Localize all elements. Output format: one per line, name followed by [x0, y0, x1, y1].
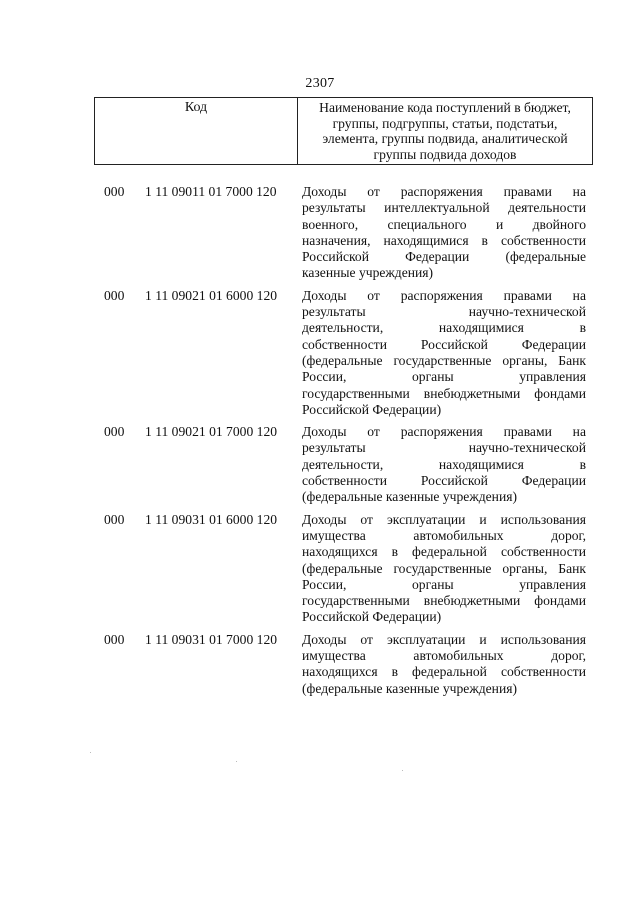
description-line: (федеральные казенные учреждения): [302, 489, 517, 505]
table-row: [0, 632, 640, 697]
header-name-line: элемента, группы подвида, аналитической: [322, 131, 568, 147]
description-line: Российской Федерации): [302, 401, 442, 417]
scan-speck: [402, 770, 403, 771]
description-line: Доходы от распоряжения правами на: [302, 287, 586, 303]
description-line: имущества автомобильных дорог,: [302, 648, 586, 664]
description-line: результаты научно-технической: [302, 440, 586, 456]
revenue-description: [302, 424, 586, 505]
admin-code: 000: [104, 631, 125, 647]
description-line: России, органы управления: [302, 576, 586, 592]
revenue-code: 1 11 09031 01 6000 120: [145, 511, 278, 527]
description-line: находящихся в федеральной собственности: [302, 664, 586, 680]
description-line: (федеральные государственные органы, Банк: [302, 352, 586, 368]
description-line: Доходы от эксплуатации и использования: [302, 631, 586, 647]
description-line: казенные учреждения): [302, 265, 434, 281]
description-line: Доходы от распоряжения правами на: [302, 424, 586, 440]
header-name-line: Наименование кода поступлений в бюджет,: [319, 100, 571, 115]
description-line: России, органы управления: [302, 369, 586, 385]
table-row: [0, 512, 640, 626]
header-name-line: группы подвида доходов: [373, 146, 517, 162]
admin-code: 000: [104, 184, 125, 199]
page-number: 2307: [305, 76, 335, 91]
revenue-description: [302, 288, 586, 418]
description-line: государственными внебюджетными фондами: [302, 385, 586, 401]
description-line: (федеральные казенные учреждения): [302, 680, 517, 696]
revenue-code: 1 11 09021 01 6000 120: [145, 287, 278, 303]
description-line: Доходы от распоряжения правами на: [302, 184, 586, 199]
description-line: назначения, находящимися в собственности: [302, 232, 586, 248]
revenue-description: [302, 632, 586, 697]
description-line: Доходы от эксплуатации и использования: [302, 511, 586, 527]
description-line: государственными внебюджетными фондами: [302, 593, 586, 609]
table-header: [94, 97, 593, 165]
description-line: находящихся в федеральной собственности: [302, 544, 586, 560]
header-name-line: группы, подгруппы, статьи, подстатьи,: [332, 115, 558, 131]
table-row: [0, 184, 640, 282]
revenue-description: [302, 512, 586, 626]
header-name-cell: [298, 98, 592, 164]
description-line: имущества автомобильных дорог,: [302, 527, 586, 543]
description-line: собственности Российской Федерации: [302, 473, 586, 489]
description-line: Российской Федерации): [302, 609, 442, 625]
admin-code: 000: [104, 287, 125, 303]
admin-code: 000: [104, 424, 125, 440]
description-line: результаты научно-технической: [302, 304, 586, 320]
revenue-code: 1 11 09021 01 7000 120: [145, 424, 278, 440]
revenue-code-list: [0, 184, 640, 697]
table-row: [0, 288, 640, 418]
admin-code: 000: [104, 511, 125, 527]
revenue-description: [302, 184, 586, 282]
description-line: Российской Федерации (федеральные: [302, 249, 586, 265]
description-line: военного, специального и двойного: [302, 216, 586, 232]
table-row: [0, 424, 640, 505]
description-line: результаты интеллектуальной деятельности: [302, 200, 586, 216]
description-line: деятельности, находящимися в: [302, 320, 586, 336]
revenue-code: 1 11 09011 01 7000 120: [145, 184, 277, 199]
scan-speck: [236, 761, 237, 762]
description-line: собственности Российской Федерации: [302, 336, 586, 352]
description-line: деятельности, находящимися в: [302, 456, 586, 472]
scan-speck: [90, 752, 91, 753]
revenue-code: 1 11 09031 01 7000 120: [145, 631, 278, 647]
header-code-cell: Код: [95, 98, 298, 164]
description-line: (федеральные государственные органы, Банк: [302, 560, 586, 576]
